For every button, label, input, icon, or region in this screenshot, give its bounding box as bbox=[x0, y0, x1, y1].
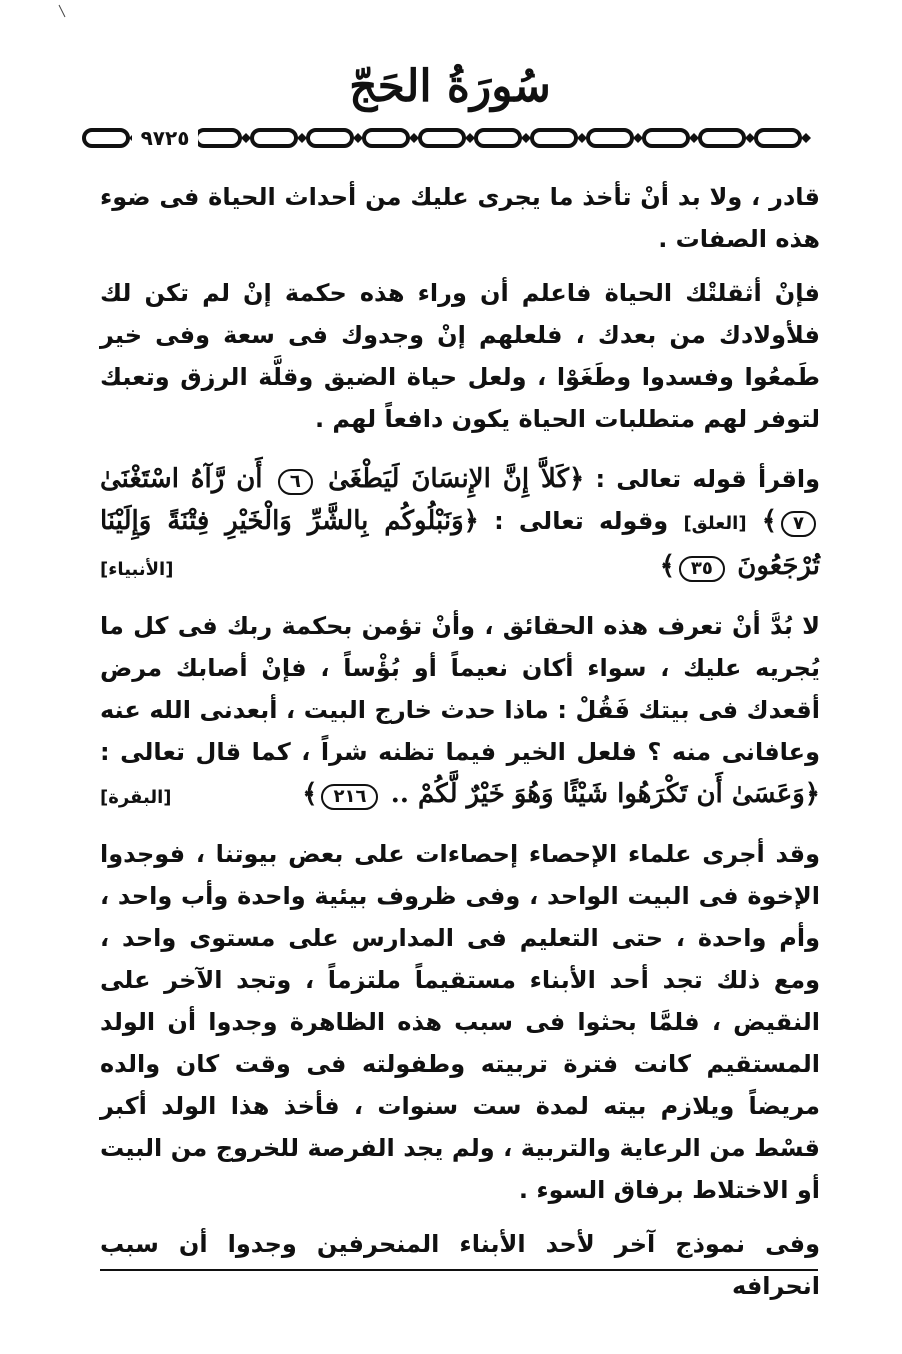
paragraph-6: وفى نموذج آخر لأحد الأبناء المنحرفين وجدوا أن سبب انحرافه bbox=[100, 1230, 820, 1300]
paragraph-2: فإنْ أثقلتْك الحياة فاعلم أن وراء هذه حكمة إنْ لم تكن لك فلأولادك من بعدك ، فلعلهم إنْ وجدوك فى سعة وفى خير طَمعُوا وفسدوا وطَغَوْا ، ولعل حياة الضيق وقلَّة الرزق وتعبك لتوفر لهم متطلبات الحياة يكون دافعاً لهم . bbox=[100, 279, 820, 433]
chain-link bbox=[196, 130, 240, 146]
paragraph-5: وقد أجرى علماء الإحصاء إحصاءات على بعض بيوتنا ، فوجدوا الإخوة فى البيت الواحد ، وفى ظروف بيئية واحدة وأب واحد ، وأم واحدة ، حتى التعليم فى المدارس على مستوى واحد ، ومع ذلك تجد أحد الأبناء مستقيماً ملتزماً ، وتجد الآخر على النقيض ، فلمَّا بحثوا فى سبب هذه الظاهرة وجدوا أن الولد المستقيم كانت فترة تربيته وطفولته فى وقت كان والده مريضاً ويلازم بيته لمدة ست سنوات ، فأخذ هذا الولد أكبر قسْط من الرعاية والتربية ، ولم يجد الفرصة للخروج من البيت أو الاختلاط برفاق السوء . bbox=[100, 840, 820, 1204]
ayah-number-6: ٦ bbox=[278, 469, 313, 495]
chain-diamond bbox=[689, 133, 699, 143]
chain-link bbox=[700, 130, 744, 146]
ayah-number-7: ٧ bbox=[781, 511, 816, 537]
quran-verse-alaq: كَلاَّ إِنَّ الإِنسَانَ لَيَطْغَىٰ bbox=[328, 464, 569, 494]
chain-link bbox=[364, 130, 408, 146]
chain-link bbox=[252, 130, 296, 146]
page-body bbox=[100, 176, 820, 1307]
chain-link bbox=[588, 130, 632, 146]
ayah-number-216: ٢١٦ bbox=[321, 784, 378, 810]
chain-link bbox=[476, 130, 520, 146]
chain-link bbox=[420, 130, 464, 146]
paragraph-3-mid: وقوله تعالى : bbox=[494, 507, 669, 535]
chain-diamond bbox=[465, 133, 475, 143]
surah-title: سُورَةُ الحَجّ bbox=[349, 61, 551, 112]
chain-link bbox=[84, 130, 128, 146]
paragraph-4 bbox=[100, 605, 820, 815]
chain-diamond bbox=[633, 133, 643, 143]
quran-close-bracket-3: ﴾ bbox=[302, 779, 318, 809]
paragraph-3-intro: واقرأ قوله تعالى : bbox=[595, 465, 821, 493]
quran-open-bracket-3: ﴿ bbox=[804, 779, 820, 809]
chain-link bbox=[308, 130, 352, 146]
surah-reference-baqarah: [البقرة] bbox=[100, 787, 172, 808]
paragraph-4-text: لا بُدَّ أنْ تعرف هذه الحقائق ، وأنْ تؤمن بحكمة ربك فى كل ما يُجريه عليك ، سواء أكان نعيماً أو بُؤْساً ، فإنْ أصابك مرض أقعدك فى بيتك فَقُلْ : ماذا حدث خارج البيت ، أبعدنى الله عنه وعافانى منه ؟ فلعل الخير فيما تظنه شراً ، كما قال تعالى : bbox=[100, 612, 820, 766]
scan-speck bbox=[58, 4, 66, 18]
chain-diamond bbox=[353, 133, 363, 143]
quran-close-bracket: ﴾ bbox=[761, 506, 778, 536]
chain-diamond bbox=[409, 133, 419, 143]
quran-open-bracket-2: ﴿ bbox=[463, 506, 479, 536]
chain-diamond bbox=[801, 133, 811, 143]
quran-verse-alaq-2: أَن رَّآهُ اسْتَغْنَىٰ bbox=[100, 464, 263, 494]
chain-diamond bbox=[241, 133, 251, 143]
quran-close-bracket-2: ﴾ bbox=[659, 551, 675, 581]
ayah-number-35: ٣٥ bbox=[679, 556, 725, 582]
footer-rule bbox=[100, 1269, 818, 1271]
quran-verse-baqarah: وَعَسَىٰ أَن تَكْرَهُوا شَيْئًا وَهُوَ خَيْرٌ لَّكُمْ .. bbox=[390, 779, 805, 809]
chain-diamond bbox=[521, 133, 531, 143]
quran-verse-anbiya: وَنَبْلُوكُم بِالشَّرِّ وَالْخَيْرِ فِتْنَةً وَإِلَيْنَا تُرْجَعُونَ bbox=[100, 506, 820, 581]
chain-diamond bbox=[297, 133, 307, 143]
page-number: ٩٧٢٥ bbox=[132, 124, 198, 152]
paragraph-1: قادر ، ولا بد أنْ تأخذ ما يجرى عليك من أحداث الحياة فى ضوء هذه الصفات . bbox=[100, 183, 820, 253]
chain-diamond bbox=[577, 133, 587, 143]
chain-link bbox=[644, 130, 688, 146]
quran-open-bracket: ﴿ bbox=[568, 464, 585, 494]
chain-link bbox=[532, 130, 576, 146]
chain-link bbox=[756, 130, 800, 146]
paragraph-3 bbox=[100, 458, 820, 587]
surah-reference-anbiya: [الأنبياء] bbox=[100, 559, 174, 580]
chain-diamond bbox=[745, 133, 755, 143]
surah-reference-alaq: [العلق] bbox=[683, 513, 747, 534]
